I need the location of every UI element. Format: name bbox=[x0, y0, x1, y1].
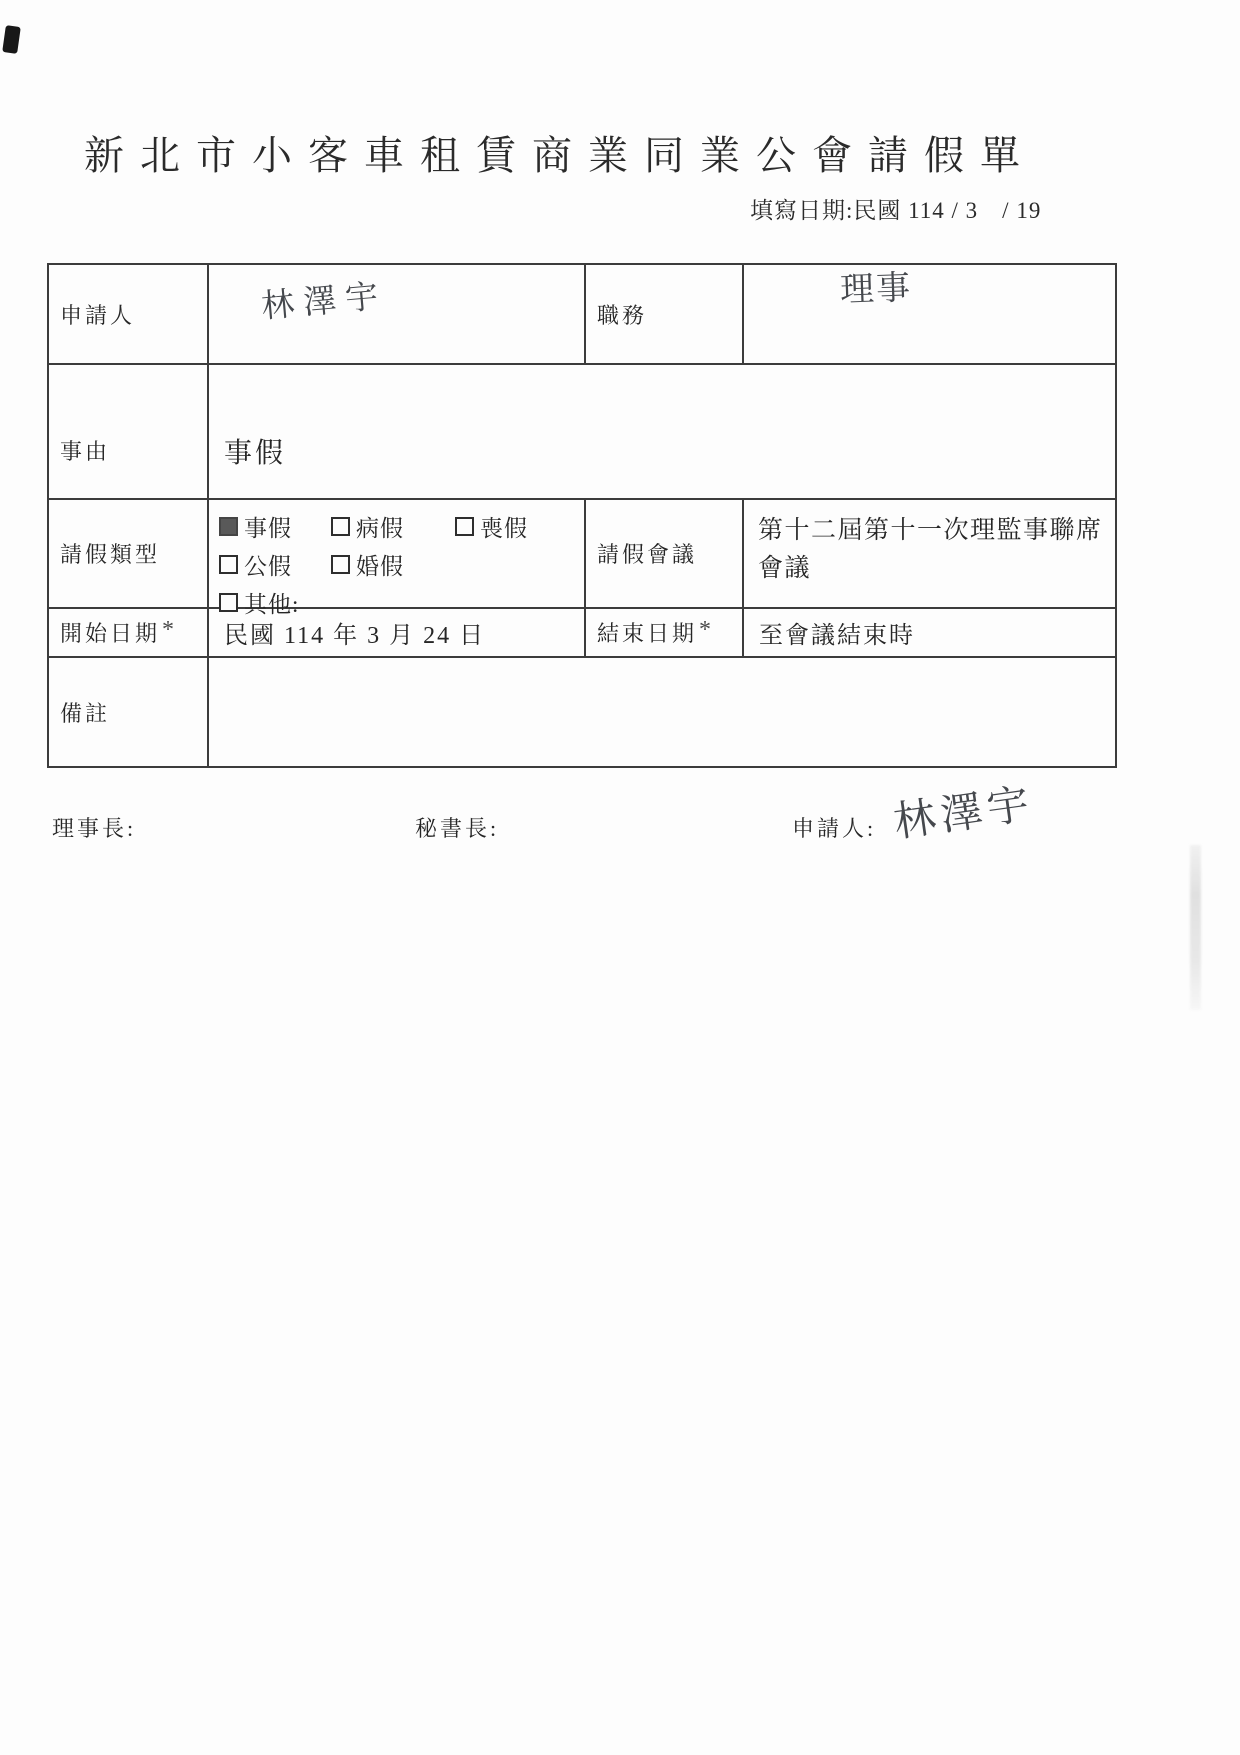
scan-artifact-corner bbox=[2, 25, 21, 54]
checkbox-icon bbox=[219, 517, 238, 536]
applicant-handwritten-name: 林澤宇 bbox=[259, 278, 389, 326]
checkbox-marriage-leave bbox=[331, 548, 455, 581]
applicant-signature-label: 申請人: bbox=[792, 816, 877, 841]
checkbox-label: 病假 bbox=[356, 516, 404, 541]
checkbox-sick-leave bbox=[331, 510, 455, 543]
checkbox-icon bbox=[331, 555, 350, 574]
applicant-value-cell bbox=[209, 265, 586, 365]
form-title: 新北市小客車租賃商業同業公會請假單 bbox=[84, 133, 1036, 178]
checkbox-grid-spacer bbox=[455, 548, 584, 581]
checkbox-label: 事假 bbox=[244, 516, 292, 541]
leave-form-table bbox=[47, 263, 1117, 768]
required-asterisk-icon: * bbox=[162, 617, 175, 643]
checkbox-label: 公假 bbox=[244, 554, 292, 579]
reason-label: 事由 bbox=[49, 365, 209, 500]
checkbox-icon bbox=[331, 517, 350, 536]
checkbox-icon bbox=[219, 555, 238, 574]
reason-value: 事假 bbox=[209, 365, 1115, 500]
applicant-label: 申請人 bbox=[49, 265, 209, 365]
remarks-value bbox=[209, 658, 1115, 766]
leave-type-options bbox=[209, 500, 586, 617]
chairman-signature-label: 理事長: bbox=[52, 816, 137, 841]
scan-artifact-streak bbox=[1190, 845, 1201, 1010]
checkbox-official-leave bbox=[219, 548, 331, 581]
end-date-value: 至會議結束時 bbox=[744, 609, 1115, 658]
start-date-value: 民國 114 年 3 月 24 日 bbox=[209, 609, 586, 658]
position-value-cell bbox=[744, 265, 1115, 365]
remarks-label: 備註 bbox=[49, 658, 209, 766]
secretary-signature-label: 秘書長: bbox=[415, 816, 500, 841]
checkbox-label: 其他: bbox=[244, 592, 300, 617]
meeting-label: 請假會議 bbox=[586, 500, 744, 609]
checkbox-label: 婚假 bbox=[356, 554, 404, 579]
end-date-label: 結束日期 * bbox=[586, 609, 744, 658]
fill-date: 填寫日期:民國 114 / 3 / 19 bbox=[750, 198, 1042, 223]
required-asterisk-icon: * bbox=[699, 617, 712, 643]
checkbox-label: 喪假 bbox=[480, 516, 528, 541]
checkbox-icon bbox=[455, 517, 474, 536]
checkbox-personal-leave bbox=[219, 510, 331, 543]
start-date-label: 開始日期 * bbox=[49, 609, 209, 658]
applicant-handwritten-signature: 林澤宇 bbox=[891, 781, 1038, 847]
leave-type-label: 請假類型 bbox=[49, 500, 209, 609]
position-label: 職務 bbox=[586, 265, 744, 365]
position-handwritten-value: 理事 bbox=[839, 269, 913, 310]
meeting-value: 第十二屆第十一次理監事聯席會議 bbox=[744, 500, 1115, 609]
checkbox-bereavement-leave bbox=[455, 510, 584, 543]
